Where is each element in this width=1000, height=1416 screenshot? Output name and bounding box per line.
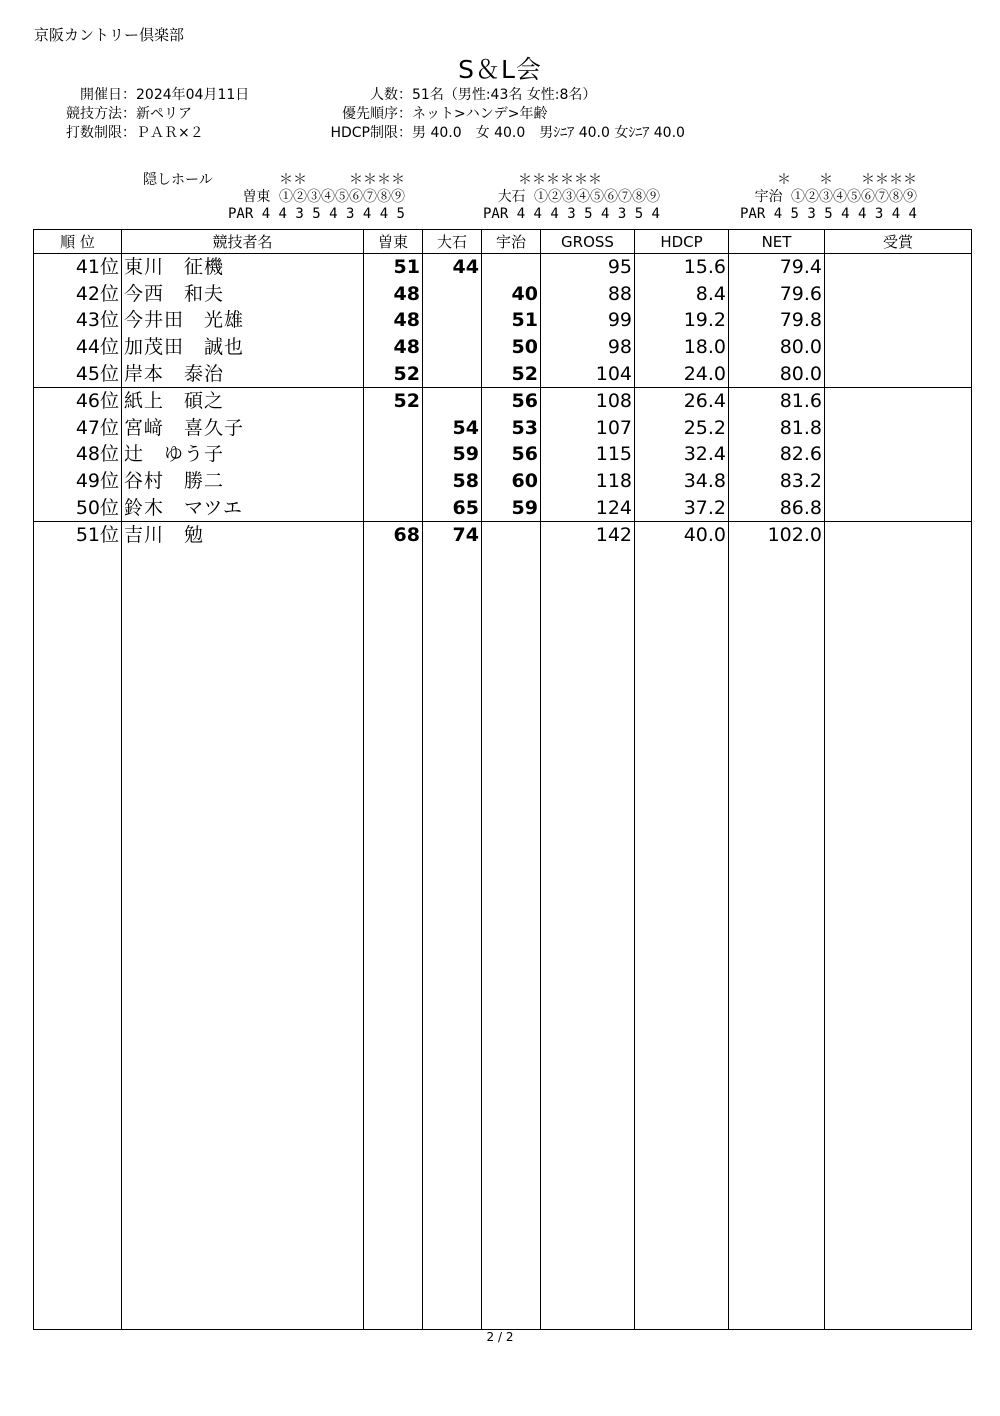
gross-cell: 107 bbox=[541, 415, 635, 442]
empty-cell bbox=[825, 549, 972, 1329]
gross-cell: 104 bbox=[541, 360, 635, 387]
empty-cell bbox=[34, 549, 122, 1329]
oishi-score-cell bbox=[423, 387, 482, 414]
hdcp-cell: 19.2 bbox=[635, 307, 729, 334]
gross-cell: 108 bbox=[541, 387, 635, 414]
net-cell: 79.8 bbox=[729, 307, 825, 334]
gross-cell: 98 bbox=[541, 334, 635, 361]
gross-cell: 118 bbox=[541, 468, 635, 495]
uji-score-cell: 59 bbox=[482, 494, 541, 521]
player-name-cell: 吉川 勉 bbox=[122, 521, 364, 548]
uji-score-cell: 53 bbox=[482, 415, 541, 442]
sotou-score-cell: 68 bbox=[364, 521, 423, 548]
rank-cell: 48位 bbox=[34, 441, 122, 468]
priority-value: ネット>ハンデ>年齢 bbox=[412, 106, 548, 122]
award-cell bbox=[825, 494, 972, 521]
oishi-score-cell: 54 bbox=[423, 415, 482, 442]
priority-label: 優先順序： bbox=[342, 106, 412, 122]
hdcp-limit-value: 男 40.0 女 40.0 男ｼﾆｱ 40.0 女ｼﾆｱ 40.0 bbox=[412, 125, 685, 141]
limit-value: ＰＡＲ×２ bbox=[136, 125, 204, 141]
rank-cell: 42位 bbox=[34, 281, 122, 308]
event-info-left bbox=[46, 86, 249, 143]
count-label: 人数： bbox=[370, 87, 412, 103]
sotou-score-cell: 48 bbox=[364, 281, 423, 308]
hdcp-cell: 32.4 bbox=[635, 441, 729, 468]
uji-score-cell: 51 bbox=[482, 307, 541, 334]
method-label: 競技方法： bbox=[66, 106, 136, 122]
uji-score-cell: 56 bbox=[482, 387, 541, 414]
sotou-score-cell: 52 bbox=[364, 387, 423, 414]
gross-cell: 95 bbox=[541, 254, 635, 281]
course-par-line: PAR 4 4 4 3 5 4 3 5 4 bbox=[482, 206, 660, 222]
player-name-cell: 紙上 碩之 bbox=[122, 387, 364, 414]
table-row bbox=[34, 441, 972, 468]
net-cell: 80.0 bbox=[729, 360, 825, 387]
player-name-cell: 今井田 光雄 bbox=[122, 307, 364, 334]
sotou-score-cell bbox=[364, 494, 423, 521]
table-filler-row bbox=[34, 549, 972, 1329]
uji-score-cell: 40 bbox=[482, 281, 541, 308]
header-player-name: 競技者名 bbox=[122, 230, 364, 254]
rank-cell: 44位 bbox=[34, 334, 122, 361]
oishi-score-cell: 59 bbox=[423, 441, 482, 468]
uji-score-cell: 56 bbox=[482, 441, 541, 468]
hidden-holes-sotou bbox=[200, 172, 405, 223]
net-cell: 81.8 bbox=[729, 415, 825, 442]
sotou-score-cell: 48 bbox=[364, 307, 423, 334]
header-hdcp: HDCP bbox=[635, 230, 729, 254]
empty-cell bbox=[122, 549, 364, 1329]
oishi-score-cell: 65 bbox=[423, 494, 482, 521]
page-title: S＆L会 bbox=[458, 55, 542, 84]
sotou-score-cell bbox=[364, 468, 423, 495]
limit-label: 打数制限： bbox=[66, 125, 136, 141]
header-award: 受賞 bbox=[825, 230, 972, 254]
oishi-score-cell bbox=[423, 334, 482, 361]
empty-cell bbox=[635, 549, 729, 1329]
empty-cell bbox=[541, 549, 635, 1329]
award-cell bbox=[825, 521, 972, 548]
hidden-holes-uji bbox=[712, 172, 917, 223]
method-row bbox=[46, 105, 249, 124]
uji-score-cell bbox=[482, 254, 541, 281]
header-gross: GROSS bbox=[541, 230, 635, 254]
gross-cell: 99 bbox=[541, 307, 635, 334]
rank-cell: 43位 bbox=[34, 307, 122, 334]
event-date-row bbox=[46, 86, 249, 105]
header-net: NET bbox=[729, 230, 825, 254]
hidden-holes-stars: ＊＊ ＊＊＊＊ bbox=[279, 172, 405, 188]
table-row bbox=[34, 494, 972, 521]
gross-cell: 142 bbox=[541, 521, 635, 548]
award-cell bbox=[825, 468, 972, 495]
hdcp-limit-label: HDCP制限： bbox=[330, 125, 412, 141]
oishi-score-cell bbox=[423, 281, 482, 308]
method-value: 新ペリア bbox=[136, 106, 192, 122]
table-row bbox=[34, 521, 972, 548]
uji-score-cell bbox=[482, 521, 541, 548]
hdcp-cell: 26.4 bbox=[635, 387, 729, 414]
net-cell: 102.0 bbox=[729, 521, 825, 548]
empty-cell bbox=[364, 549, 423, 1329]
header-rank: 順 位 bbox=[34, 230, 122, 254]
sotou-score-cell bbox=[364, 441, 423, 468]
course-holes-line: 大石 ①②③④⑤⑥⑦⑧⑨ bbox=[497, 189, 660, 205]
rank-cell: 47位 bbox=[34, 415, 122, 442]
net-cell: 86.8 bbox=[729, 494, 825, 521]
net-cell: 82.6 bbox=[729, 441, 825, 468]
player-name-cell: 鈴木 マツエ bbox=[122, 494, 364, 521]
hdcp-cell: 34.8 bbox=[635, 468, 729, 495]
header-oishi: 大石 bbox=[423, 230, 482, 254]
oishi-score-cell bbox=[423, 307, 482, 334]
hidden-holes-label: 隠しホール bbox=[143, 172, 213, 188]
hidden-holes-stars: ＊＊＊＊＊＊ bbox=[518, 172, 602, 188]
rank-cell: 46位 bbox=[34, 387, 122, 414]
hdcp-cell: 8.4 bbox=[635, 281, 729, 308]
empty-cell bbox=[482, 549, 541, 1329]
gross-cell: 124 bbox=[541, 494, 635, 521]
sotou-score-cell bbox=[364, 415, 423, 442]
rank-cell: 45位 bbox=[34, 360, 122, 387]
net-cell: 83.2 bbox=[729, 468, 825, 495]
gross-cell: 88 bbox=[541, 281, 635, 308]
player-name-cell: 東川 征機 bbox=[122, 254, 364, 281]
award-cell bbox=[825, 307, 972, 334]
rank-cell: 49位 bbox=[34, 468, 122, 495]
award-cell bbox=[825, 415, 972, 442]
net-cell: 79.4 bbox=[729, 254, 825, 281]
table-header-row bbox=[34, 230, 972, 254]
empty-cell bbox=[729, 549, 825, 1329]
hdcp-cell: 24.0 bbox=[635, 360, 729, 387]
net-cell: 81.6 bbox=[729, 387, 825, 414]
table-row bbox=[34, 281, 972, 308]
hdcp-cell: 25.2 bbox=[635, 415, 729, 442]
empty-cell bbox=[423, 549, 482, 1329]
award-cell bbox=[825, 360, 972, 387]
rank-cell: 41位 bbox=[34, 254, 122, 281]
player-name-cell: 今西 和夫 bbox=[122, 281, 364, 308]
course-holes-line: 曽東 ①②③④⑤⑥⑦⑧⑨ bbox=[242, 189, 405, 205]
header-uji: 宇治 bbox=[482, 230, 541, 254]
table-row bbox=[34, 468, 972, 495]
hidden-holes-stars: ＊ ＊ ＊＊＊＊ bbox=[777, 172, 917, 188]
club-name: 京阪カントリー倶楽部 bbox=[34, 26, 185, 44]
player-name-cell: 岸本 泰治 bbox=[122, 360, 364, 387]
table-row bbox=[34, 387, 972, 414]
oishi-score-cell bbox=[423, 360, 482, 387]
results-table bbox=[33, 229, 972, 1330]
player-name-cell: 辻 ゆう子 bbox=[122, 441, 364, 468]
award-cell bbox=[825, 334, 972, 361]
hdcp-cell: 37.2 bbox=[635, 494, 729, 521]
oishi-score-cell: 58 bbox=[423, 468, 482, 495]
gross-cell: 115 bbox=[541, 441, 635, 468]
rank-cell: 50位 bbox=[34, 494, 122, 521]
table-row bbox=[34, 307, 972, 334]
hdcp-cell: 18.0 bbox=[635, 334, 729, 361]
event-info-right bbox=[300, 86, 685, 143]
hdcp-cell: 40.0 bbox=[635, 521, 729, 548]
table-row bbox=[34, 415, 972, 442]
award-cell bbox=[825, 281, 972, 308]
oishi-score-cell: 74 bbox=[423, 521, 482, 548]
sotou-score-cell: 51 bbox=[364, 254, 423, 281]
table-row bbox=[34, 360, 972, 387]
course-par-line: PAR 4 4 3 5 4 3 4 4 5 bbox=[227, 206, 405, 222]
award-cell bbox=[825, 441, 972, 468]
count-row bbox=[300, 86, 685, 105]
hdcp-limit-row bbox=[300, 124, 685, 143]
table-row bbox=[34, 254, 972, 281]
limit-row bbox=[46, 124, 249, 143]
net-cell: 80.0 bbox=[729, 334, 825, 361]
sotou-score-cell: 52 bbox=[364, 360, 423, 387]
course-par-line: PAR 4 5 3 5 4 4 3 4 4 bbox=[739, 206, 917, 222]
award-cell bbox=[825, 387, 972, 414]
player-name-cell: 宮﨑 喜久子 bbox=[122, 415, 364, 442]
rank-cell: 51位 bbox=[34, 521, 122, 548]
count-value: 51名（男性:43名 女性:8名） bbox=[412, 87, 597, 103]
player-name-cell: 谷村 勝二 bbox=[122, 468, 364, 495]
hdcp-cell: 15.6 bbox=[635, 254, 729, 281]
net-cell: 79.6 bbox=[729, 281, 825, 308]
course-holes-line: 宇治 ①②③④⑤⑥⑦⑧⑨ bbox=[754, 189, 917, 205]
uji-score-cell: 60 bbox=[482, 468, 541, 495]
header-sotou: 曽東 bbox=[364, 230, 423, 254]
sotou-score-cell: 48 bbox=[364, 334, 423, 361]
award-cell bbox=[825, 254, 972, 281]
page-number: 2 / 2 bbox=[486, 1330, 514, 1344]
player-name-cell: 加茂田 誠也 bbox=[122, 334, 364, 361]
uji-score-cell: 50 bbox=[482, 334, 541, 361]
event-date-label: 開催日： bbox=[80, 87, 136, 103]
oishi-score-cell: 44 bbox=[423, 254, 482, 281]
event-date: 2024年04月11日 bbox=[136, 87, 250, 103]
priority-row bbox=[300, 105, 685, 124]
uji-score-cell: 52 bbox=[482, 360, 541, 387]
table-row bbox=[34, 334, 972, 361]
hidden-holes-oishi bbox=[455, 172, 660, 223]
